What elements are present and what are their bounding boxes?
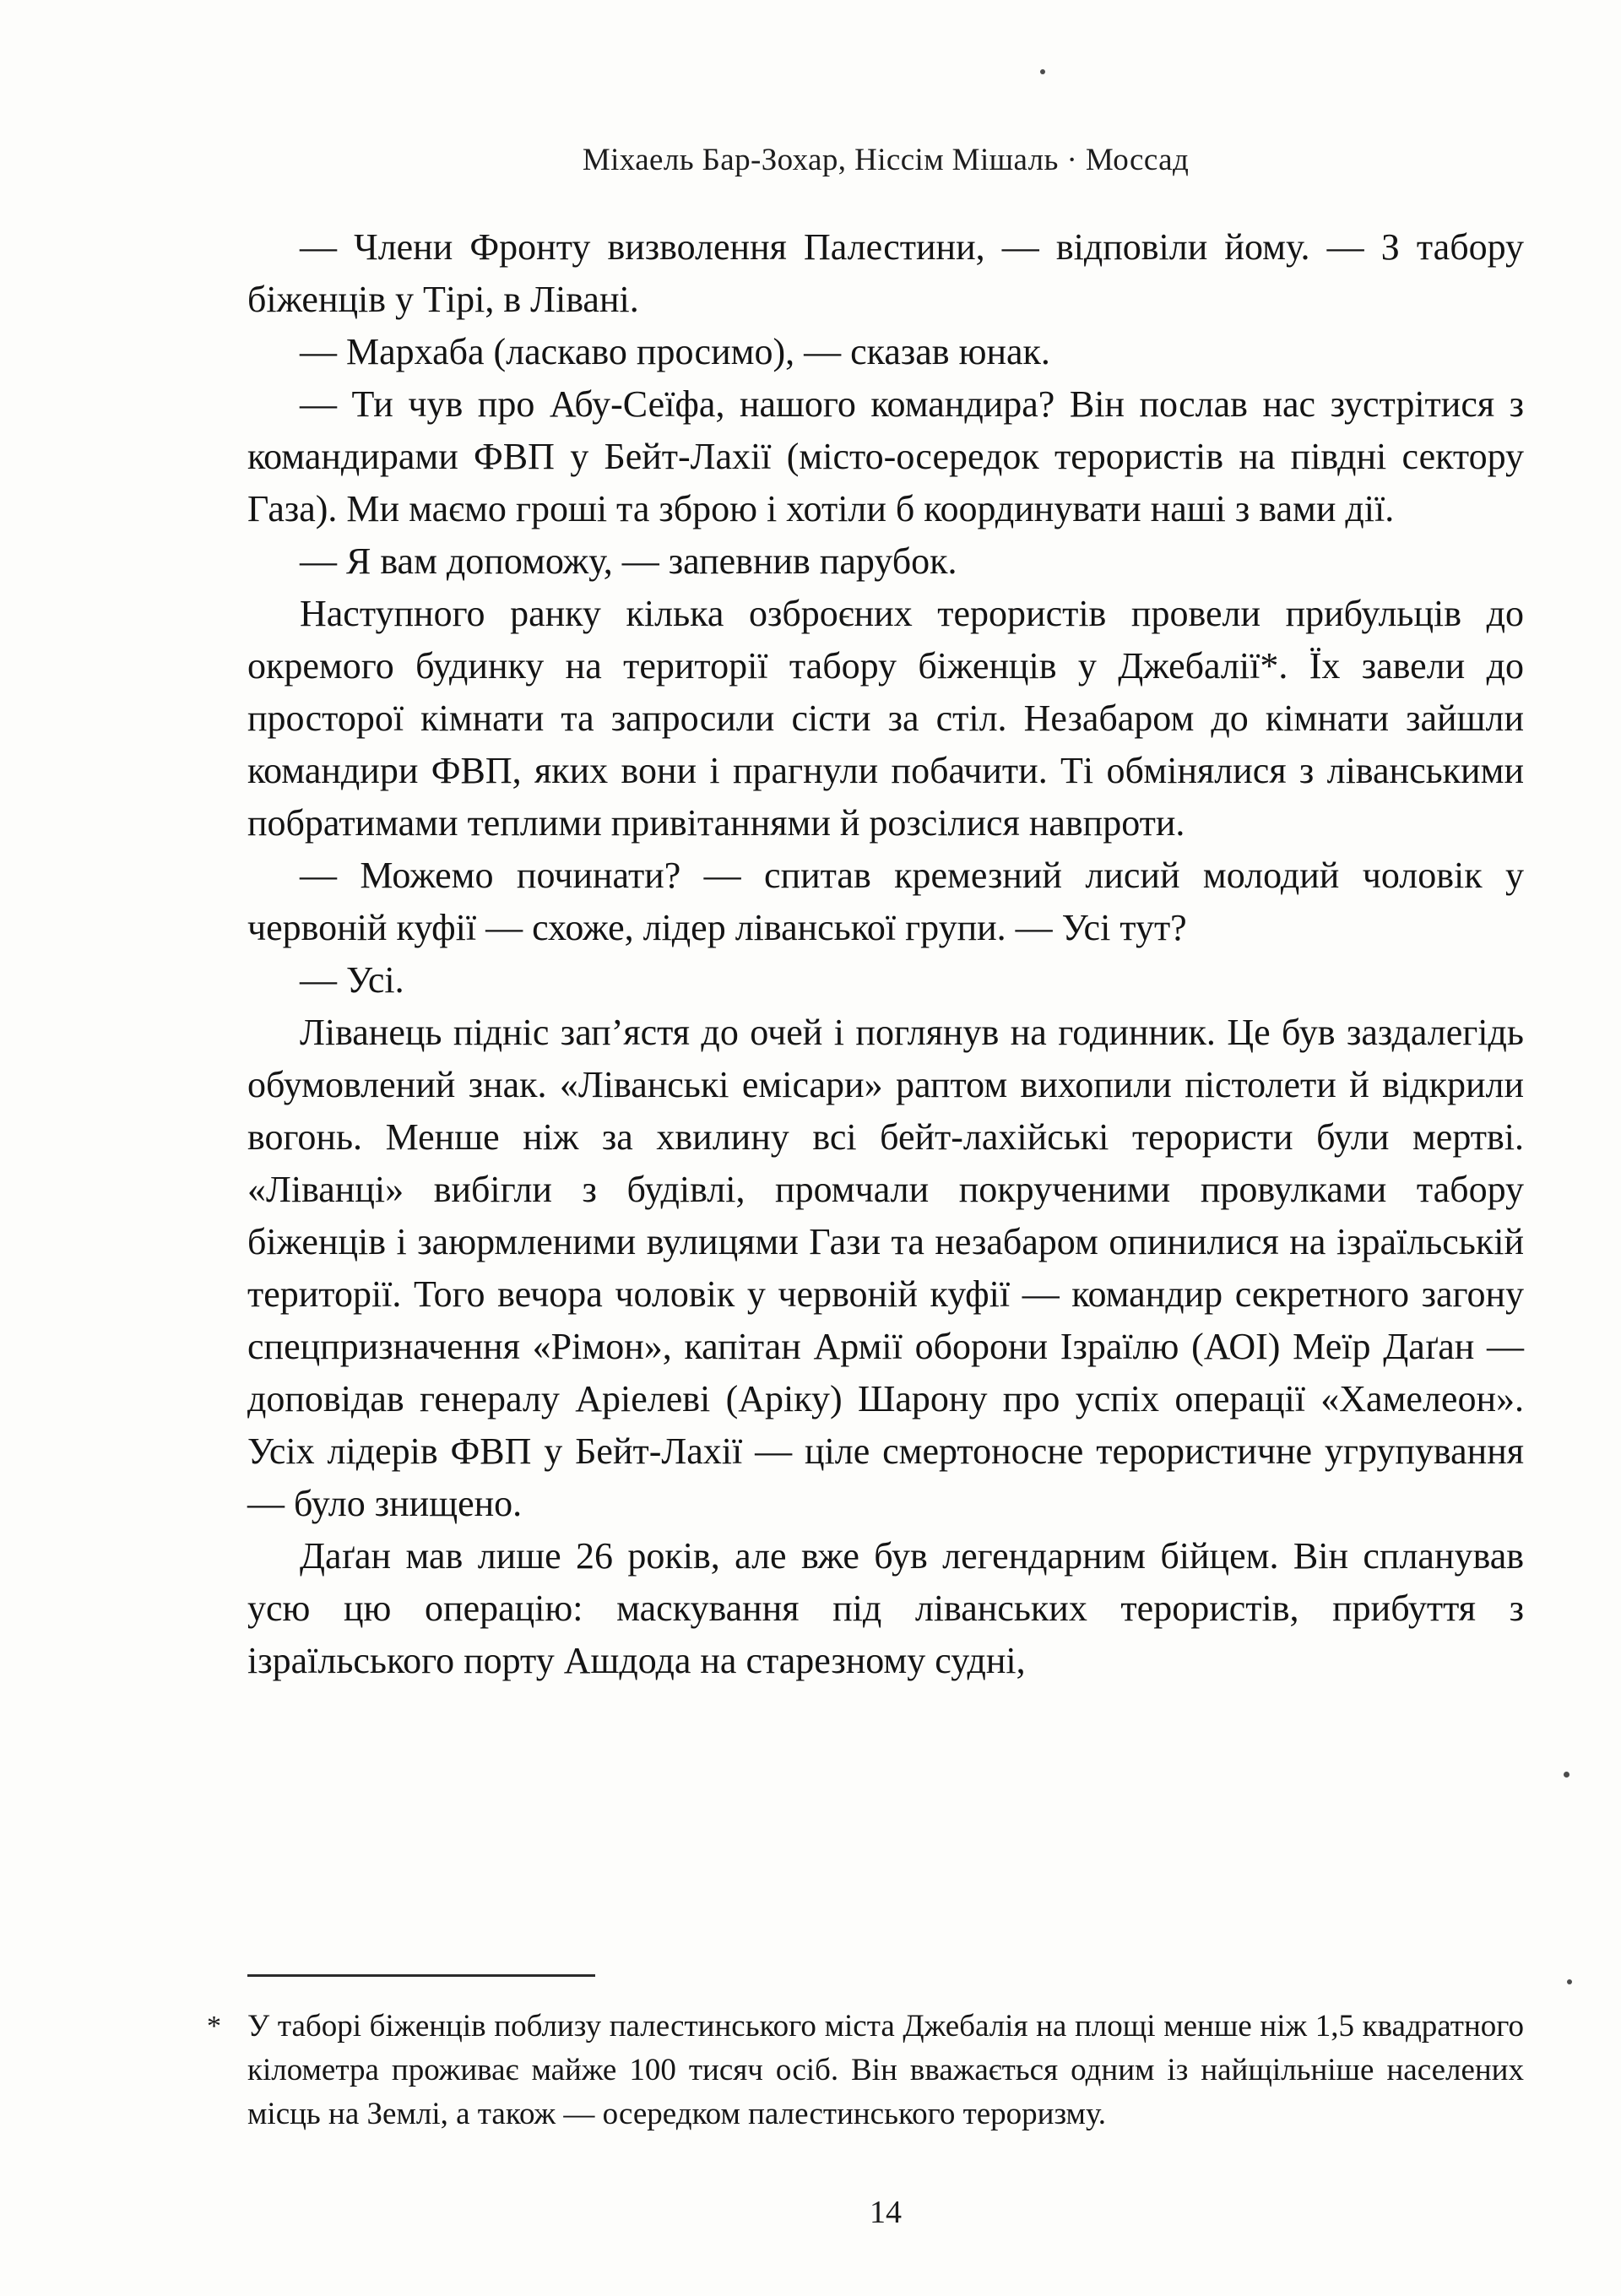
paragraph-4: — Я вам допоможу, — запевнив парубок. <box>300 540 957 582</box>
paragraph-9: Даґан мав лише 26 років, але вже був легендарним бійцем. Він спланував усю цю операцію: маскування під ліванських терористів, прибуття з ізраїльського порту Ашдода на старезному судні, <box>247 1535 1524 1681</box>
body-text <box>247 221 1524 1687</box>
paragraph-1: — Члени Фронту визволення Палестини, — відповіли йому. — З табору біженців у Тірі, в Лівані. <box>247 226 1524 320</box>
running-head: Міхаель Бар-Зохар, Ніссім Мішаль · Моссад <box>582 143 1190 177</box>
paragraph-7: — Усі. <box>300 959 404 1001</box>
scan-speck <box>1564 1772 1569 1778</box>
paragraph-2: — Мархаба (ласкаво просимо), — сказав юнак. <box>300 331 1050 372</box>
paragraph-5: Наступного ранку кілька озброєних терористів провели прибульців до окремого будинку на території табору біженців у Джебалії*. Їх завели до просторої кімнати та запросили сісти за стіл. Незабаром до кімнати зайшли командири ФВП, яких вони і прагнули побачити. Ті обмінялися з ліванськими побратимами теплими привітаннями й розсілися навпроти. <box>247 593 1524 844</box>
footnote <box>207 2005 1524 2136</box>
scan-speck <box>1567 1979 1572 1984</box>
footnote-text: У таборі біженців поблизу палестинського міста Джебалія на площі менше ніж 1,5 квадратного кілометра проживає майже 100 тисяч осіб. Він вважається одним із найщільніше населених місць на Землі, а також — осередком палестинського тероризму. <box>247 2009 1524 2131</box>
paragraph-3: — Ти чув про Абу-Сеїфа, нашого командира? Він послав нас зустрітися з командирами ФВП у Бейт-Лахії (місто-осередок терористів на півдні сектору Газа). Ми маємо гроші та зброю і хотіли б координувати наші з вами дії. <box>247 383 1524 529</box>
footnote-marker: * <box>207 2011 221 2042</box>
scan-speck <box>1040 69 1045 74</box>
footnote-divider <box>247 1974 595 1977</box>
paragraph-6: — Можемо починати? — спитав кремезний лисий молодий чоловік у червоній куфії — схоже, лідер ліванської групи. — Усі тут? <box>247 855 1524 948</box>
page-number: 14 <box>870 2195 902 2230</box>
paragraph-8: Ліванець підніс зап’ястя до очей і поглянув на годинник. Це був заздалегідь обумовлений знак. «Ліванські емісари» раптом вихопили пістолети й відкрили вогонь. Менше ніж за хвилину всі бейт-лахійські терористи були мертві. «Ліванці» вибігли з будівлі, промчали покрученими провулками табору біженців і заюрмленими вулицями Гази та незабаром опинилися на ізраїльській території. Того вечора чоловік у червоній куфії — командир секретного загону спецпризначення «Рімон», капітан Армії оборони Ізраїлю (АОІ) Меїр Даґан — доповідав генералу Аріелеві (Аріку) Шарону про успіх операції «Хамелеон». Усіх лідерів ФВП у Бейт-Лахії — ціле смертоносне терористичне угрупування — було знищено. <box>247 1012 1524 1524</box>
